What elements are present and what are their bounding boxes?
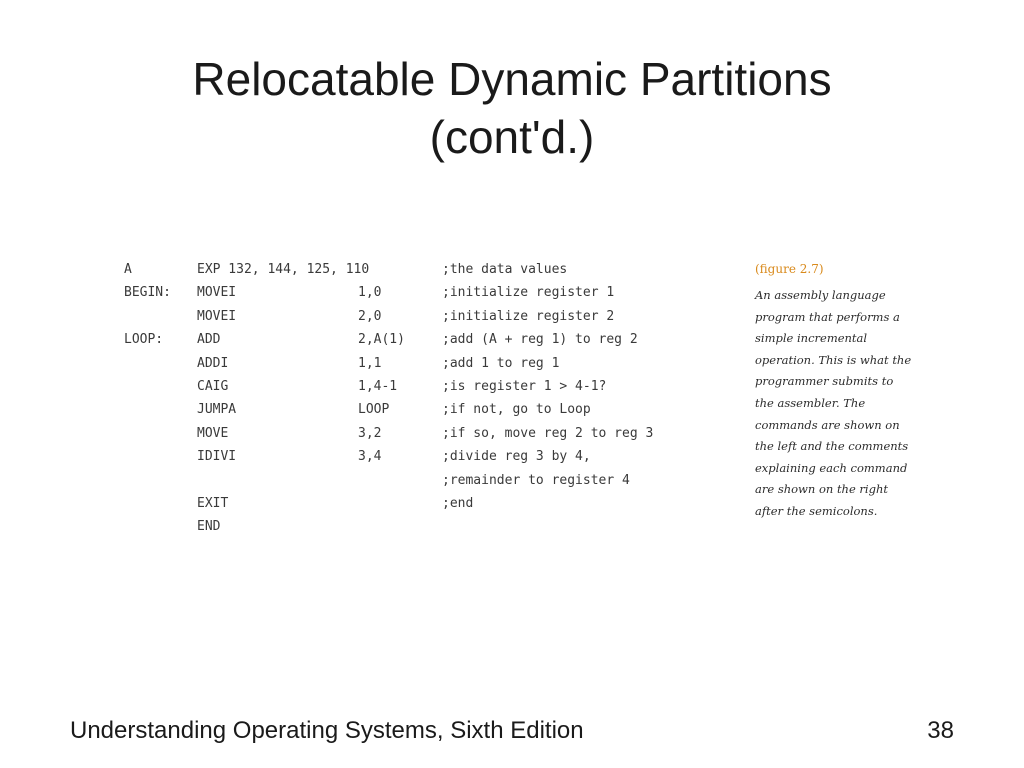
- code-comment: ;initialize register 1: [442, 285, 615, 301]
- caption-line: program that performs a: [755, 309, 900, 324]
- code-comment: ;remainder to register 4: [442, 472, 630, 488]
- caption-line: simple incremental: [755, 331, 868, 346]
- code-line: [124, 258, 568, 281]
- code-line: [124, 422, 654, 445]
- code-comment: ;add 1 to reg 1: [442, 355, 560, 371]
- caption-line: operation. This is what the: [755, 352, 912, 367]
- code-instruction: EXIT: [197, 495, 229, 511]
- code-operands: 2,A(1): [358, 332, 405, 348]
- slide-title-line-1: Relocatable Dynamic Partitions: [192, 53, 832, 105]
- code-line: [124, 398, 591, 421]
- code-instruction: ADDI: [197, 355, 229, 371]
- assembly-code-listing: [124, 258, 654, 539]
- caption-line: are shown on the right: [755, 482, 888, 497]
- code-comment: ;is register 1 > 4-1?: [442, 378, 607, 394]
- code-comment: ;add (A + reg 1) to reg 2: [442, 332, 638, 348]
- code-line: [124, 328, 638, 351]
- caption-line: the left and the comments: [755, 439, 909, 454]
- footer-book-title: Understanding Operating Systems, Sixth Edition: [70, 717, 584, 744]
- slide-title: [0, 50, 1024, 166]
- caption-line: explaining each command: [755, 460, 908, 475]
- code-line: [124, 445, 591, 468]
- code-line: [124, 305, 615, 328]
- code-operands: 1,1: [358, 355, 382, 371]
- caption-line: programmer submits to: [755, 374, 894, 389]
- code-comment: ;if so, move reg 2 to reg 3: [442, 425, 654, 441]
- code-operands: 3,2: [358, 425, 382, 441]
- code-comment: ;end: [442, 495, 474, 511]
- slide-title-line-2: (cont'd.): [429, 111, 595, 163]
- code-comment: ;the data values: [442, 262, 568, 277]
- code-label: A: [124, 262, 132, 277]
- code-instruction: MOVEI: [197, 308, 237, 324]
- figure-number: (figure 2.7): [755, 262, 824, 276]
- caption-line: commands are shown on: [755, 417, 900, 432]
- code-instruction: ADD: [197, 332, 221, 348]
- caption-line: the assembler. The: [755, 395, 866, 410]
- code-operands: 1,4-1: [358, 378, 398, 394]
- code-instruction: EXP 132, 144, 125, 110: [197, 262, 370, 277]
- code-instruction: CAIG: [197, 378, 229, 394]
- code-line: [124, 469, 630, 492]
- code-operands: 1,0: [358, 285, 382, 301]
- code-instruction: END: [197, 519, 221, 535]
- code-comment: ;initialize register 2: [442, 308, 615, 324]
- code-operands: 3,4: [358, 449, 382, 465]
- code-comment: ;if not, go to Loop: [442, 402, 591, 418]
- code-operands: LOOP: [358, 402, 390, 418]
- code-label: BEGIN:: [124, 285, 171, 301]
- code-instruction: MOVEI: [197, 285, 237, 301]
- code-label: LOOP:: [124, 332, 164, 348]
- caption-line: An assembly language: [755, 288, 886, 302]
- code-line: [124, 492, 474, 515]
- code-line: [124, 515, 221, 538]
- code-comment: ;divide reg 3 by 4,: [442, 449, 591, 465]
- code-line: [124, 352, 560, 375]
- code-instruction: JUMPA: [197, 402, 237, 418]
- code-operands: 2,0: [358, 308, 382, 324]
- code-line: [124, 375, 607, 398]
- figure-caption: [755, 259, 930, 523]
- code-instruction: MOVE: [197, 425, 229, 441]
- code-line: [124, 281, 615, 304]
- code-instruction: IDIVI: [197, 449, 237, 465]
- page-number: 38: [927, 717, 954, 744]
- caption-line: after the semicolons.: [755, 503, 878, 518]
